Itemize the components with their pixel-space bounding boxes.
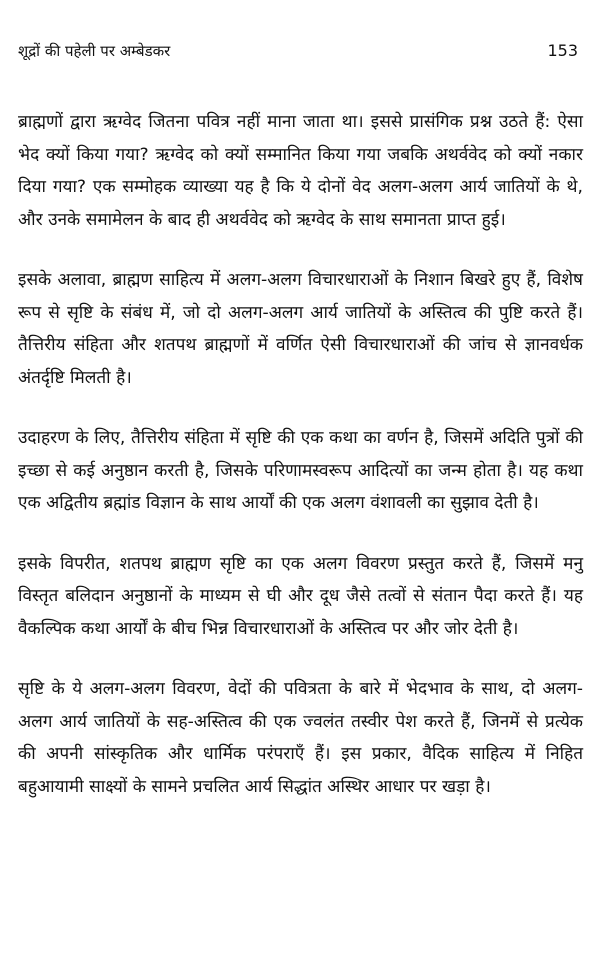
running-header xyxy=(18,40,578,66)
body-text xyxy=(18,106,583,831)
paragraph-3: उदाहरण के लिए, तैत्तिरीय संहिता में सृष्टि की एक कथा का वर्णन है, जिसमें अदिति पुत्रों की इच्छा से कई अनुष्ठान करती है, जिसके परिणामस्वरूप आदित्यों का जन्म होता है। यह कथा एक अद्वितीय ब्रह्मांड विज्ञान के साथ आर्यों की एक अलग वंशावली का सुझाव देती है। xyxy=(18,428,583,513)
paragraph-5: सृष्टि के ये अलग-अलग विवरण, वेदों की पवित्रता के बारे में भेदभाव के साथ, दो अलग-अलग आर्य जातियों के सह-अस्तित्व की एक ज्वलंत तस्वीर पेश करते हैं, जिनमें से प्रत्येक की अपनी सांस्कृतिक और धार्मिक परंपराएँ हैं। इस प्रकार, वैदिक साहित्य में निहित बहुआयामी साक्ष्यों के सामने प्रचलित आर्य सिद्धांत अस्थिर आधार पर खड़ा है। xyxy=(18,679,583,797)
paragraph-2: इसके अलावा, ब्राह्मण साहित्य में अलग-अलग विचारधाराओं के निशान बिखरे हुए हैं, विशेष रूप से सृष्टि के संबंध में, जो दो अलग-अलग आर्य जातियों के अस्तित्व की पुष्टि करते हैं। तैत्तिरीय संहिता और शतपथ ब्राह्मणों में वर्णित ऐसी विचारधाराओं की जांच से ज्ञानवर्धक अंतर्दृष्टि मिलती है। xyxy=(18,270,583,388)
page-number: 153 xyxy=(547,41,578,60)
book-title: शूद्रों की पहेली पर अम्बेडकर xyxy=(18,42,171,60)
paragraph-1: ब्राह्मणों द्वारा ऋग्वेद जितना पवित्र नहीं माना जाता था। इससे प्रासंगिक प्रश्न उठते हैं: ऐसा भेद क्यों किया गया? ऋग्वेद को क्यों सम्मानित किया गया जबकि अथर्ववेद को क्यों नकार दिया गया? एक सम्मोहक व्याख्या यह है कि ये दोनों वेद अलग-अलग आर्य जातियों के थे, और उनके समामेलन के बाद ही अथर्ववेद को ऋग्वेद के साथ समानता प्राप्त हुई। xyxy=(18,112,583,230)
paragraph-4: इसके विपरीत, शतपथ ब्राह्मण सृष्टि का एक अलग विवरण प्रस्तुत करते हैं, जिसमें मनु विस्तृत बलिदान अनुष्ठानों के माध्यम से घी और दूध जैसे तत्वों से संतान पैदा करते हैं। यह वैकल्पिक कथा आर्यों के बीच भिन्न विचारधाराओं के अस्तित्व पर और जोर देती है। xyxy=(18,553,583,639)
